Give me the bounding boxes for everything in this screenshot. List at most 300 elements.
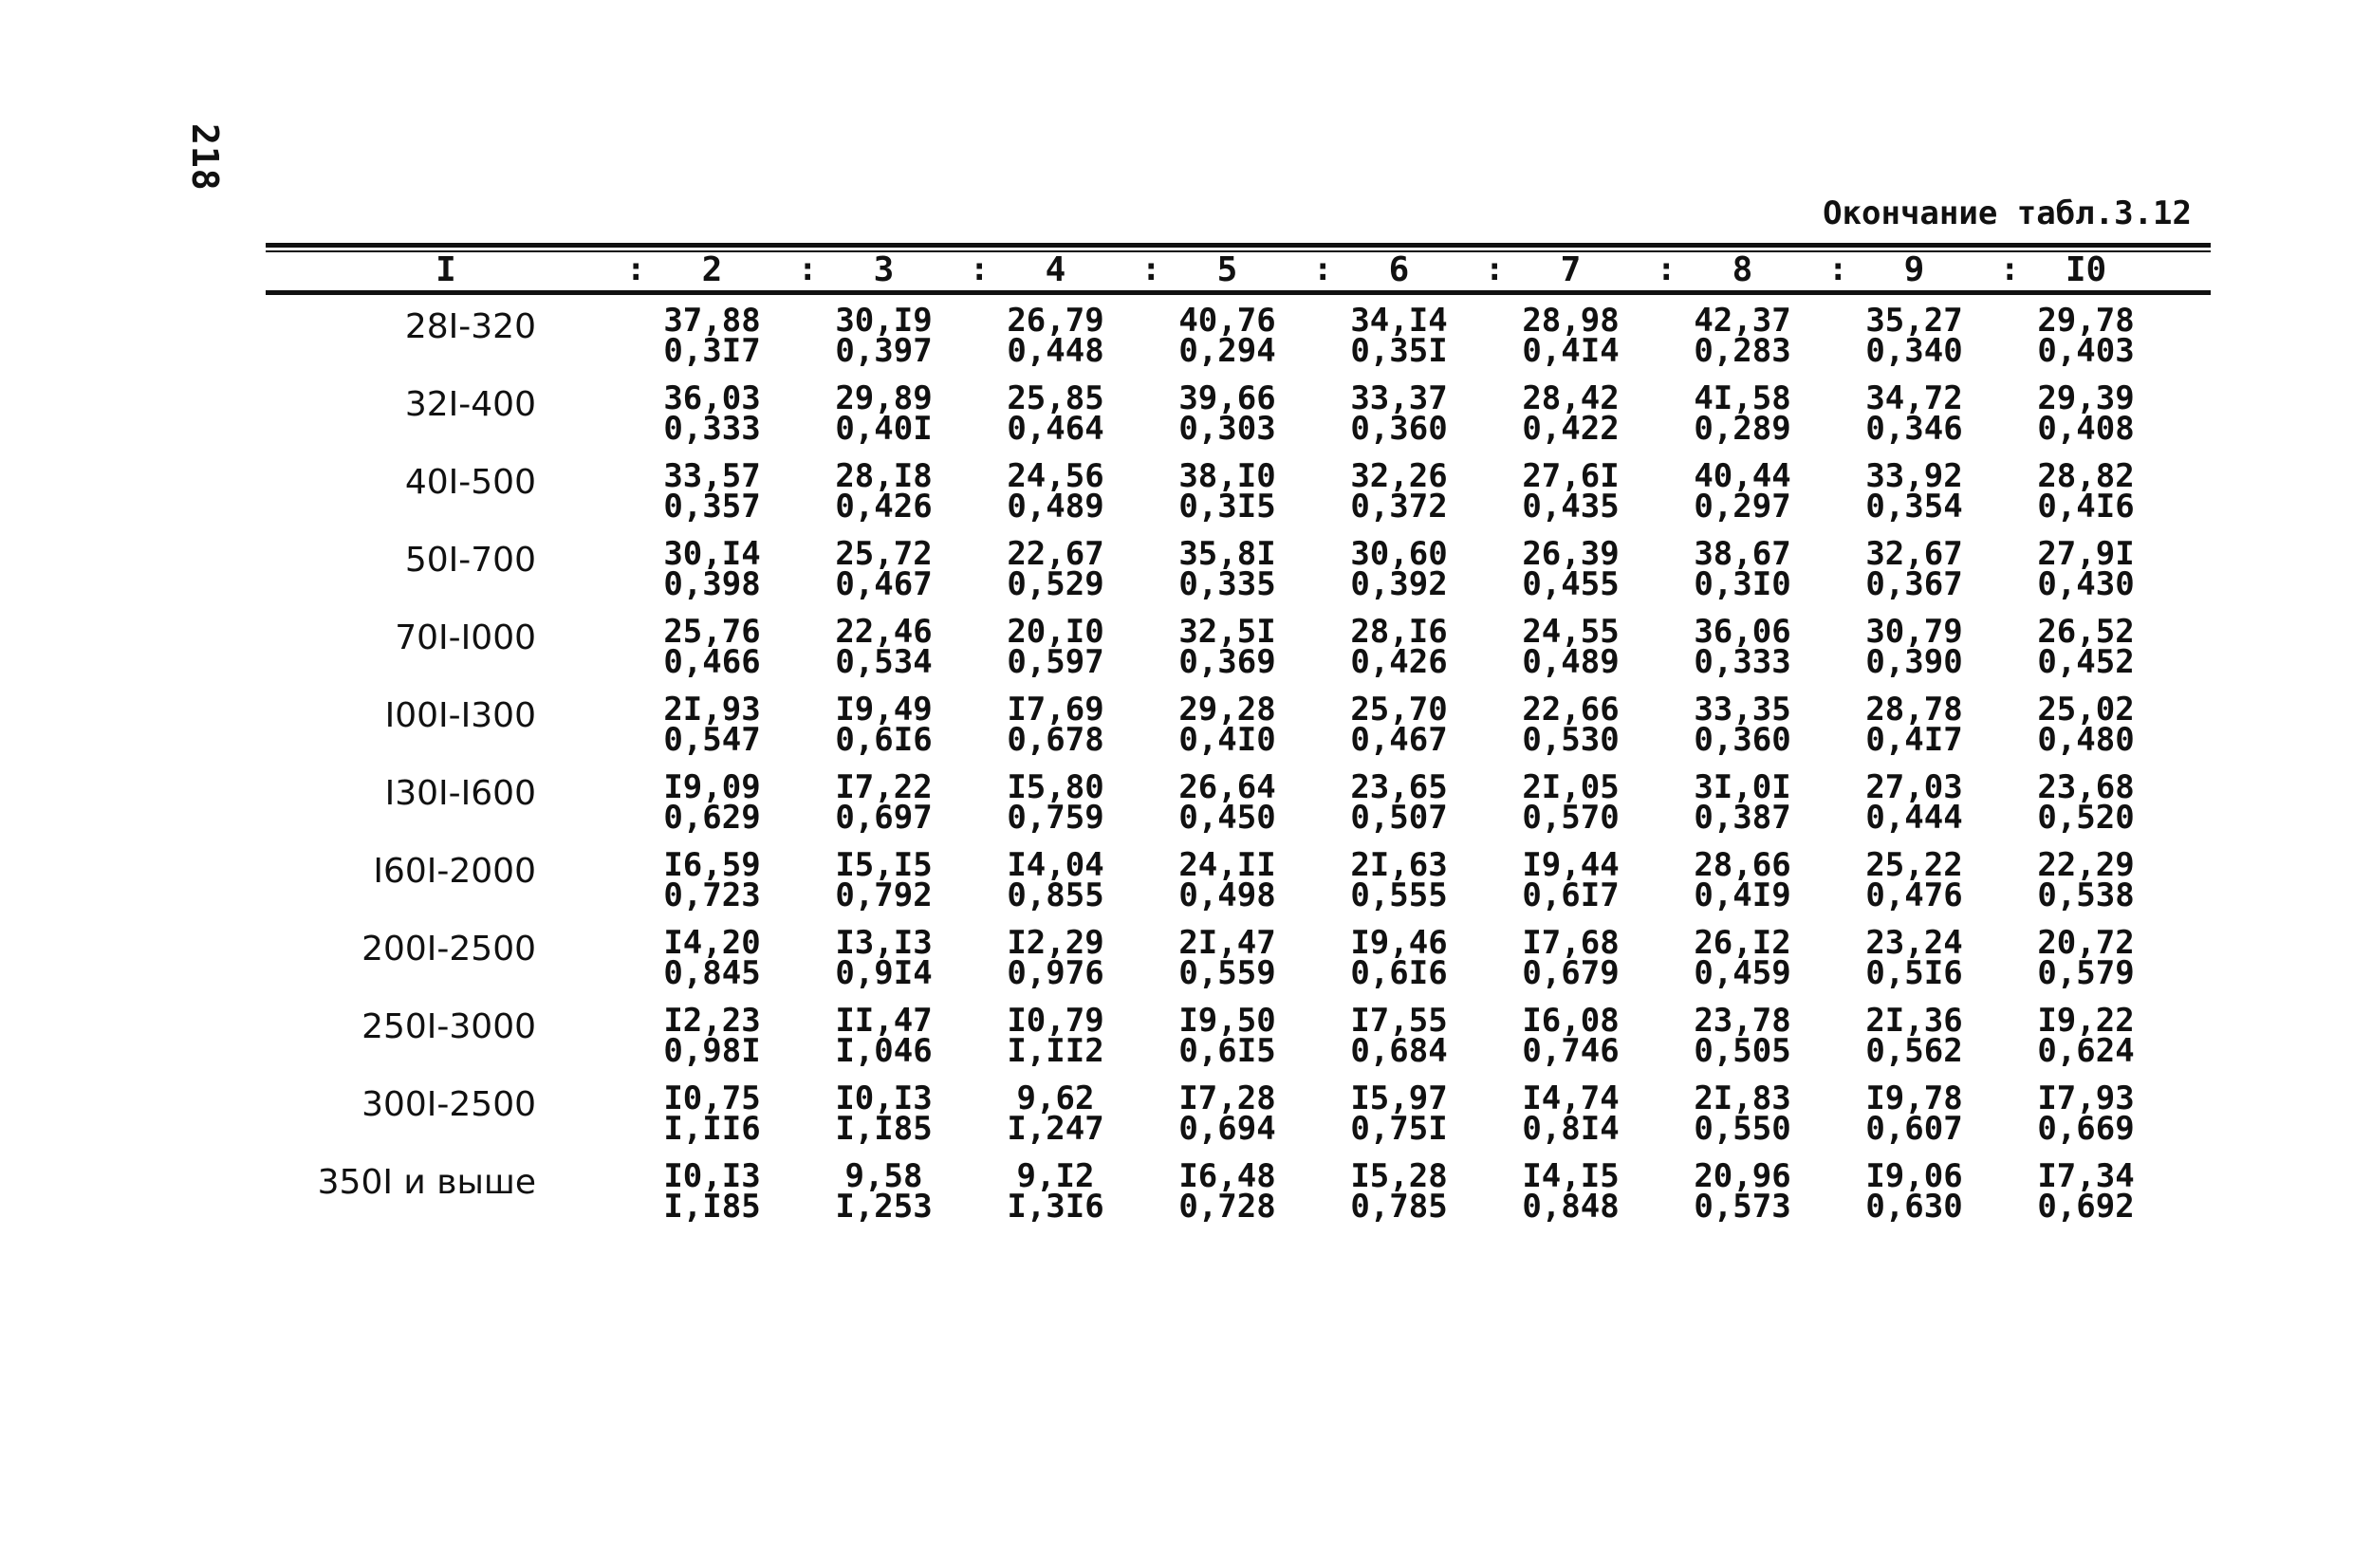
cell-value-bottom: 0,455 — [1522, 565, 1620, 603]
cell-value-bottom: 0,408 — [2037, 410, 2135, 448]
cell-value-top: 33,37 — [1350, 379, 1448, 417]
cell-value-top: I0,I3 — [835, 1079, 933, 1117]
table-cell — [626, 535, 798, 617]
cell-value-bottom: 0,489 — [1522, 643, 1620, 681]
cell-value-bottom: 0,459 — [1694, 954, 1791, 992]
cell-value-top: 22,67 — [1007, 535, 1104, 573]
column-separator: : — [1485, 250, 1505, 288]
table-cell — [1828, 535, 2000, 617]
column-separator: : — [626, 250, 646, 288]
cell-value-bottom: I,II2 — [1007, 1032, 1104, 1070]
cell-value-bottom: 0,538 — [2037, 876, 2135, 914]
cell-value-bottom: 0,498 — [1178, 876, 1276, 914]
cell-value-bottom: 0,387 — [1694, 799, 1791, 837]
table-row — [266, 1079, 2211, 1161]
cell-value-bottom: 0,35I — [1350, 332, 1448, 370]
cell-value-top: 22,46 — [835, 613, 933, 651]
cell-value-bottom: 0,6I6 — [1350, 954, 1448, 992]
table-cell — [626, 924, 798, 1005]
table-cell — [798, 302, 970, 383]
table-cell — [970, 768, 1141, 850]
table-cell — [798, 535, 970, 617]
table-cell — [1485, 691, 1657, 772]
table-cell — [626, 457, 798, 539]
cell-value-top: 35,27 — [1865, 302, 1963, 340]
cell-value-bottom: 0,98I — [663, 1032, 761, 1070]
table-cell — [1485, 1157, 1657, 1239]
cell-value-bottom: 0,367 — [1865, 565, 1963, 603]
table-cell — [626, 691, 798, 772]
cell-value-top: I9,22 — [2037, 1002, 2135, 1040]
cell-value-top: 20,I0 — [1007, 613, 1104, 651]
table-body — [266, 302, 2211, 1239]
cell-value-top: I9,09 — [663, 768, 761, 806]
cell-value-bottom: 0,559 — [1178, 954, 1276, 992]
table-cell — [1657, 302, 1828, 383]
column-header-label: 6 — [1388, 249, 1410, 289]
row-label: I30I-I600 — [384, 774, 536, 813]
table-cell — [970, 302, 1141, 383]
cell-value-bottom: I,II6 — [663, 1110, 761, 1148]
cell-value-top: 26,64 — [1178, 768, 1276, 806]
cell-value-top: I6,08 — [1522, 1002, 1620, 1040]
cell-value-top: 29,39 — [2037, 379, 2135, 417]
cell-value-bottom: 0,340 — [1865, 332, 1963, 370]
table-cell — [1657, 535, 1828, 617]
cell-value-top: 25,76 — [663, 613, 761, 651]
cell-value-bottom: 0,669 — [2037, 1110, 2135, 1148]
cell-value-top: 32,5I — [1178, 613, 1276, 651]
cell-value-bottom: 0,792 — [835, 876, 933, 914]
table-cell — [2000, 302, 2172, 383]
cell-value-top: 28,98 — [1522, 302, 1620, 340]
cell-value-top: 26,39 — [1522, 535, 1620, 573]
cell-value-top: I5,97 — [1350, 1079, 1448, 1117]
cell-value-top: I7,22 — [835, 768, 933, 806]
table-cell — [1485, 768, 1657, 850]
table-cell — [1657, 1079, 1828, 1161]
table-cell — [1313, 535, 1485, 617]
cell-value-top: 25,02 — [2037, 691, 2135, 729]
row-label: 40I-500 — [404, 463, 536, 502]
cell-value-top: 29,28 — [1178, 691, 1276, 729]
cell-value-bottom: 0,848 — [1522, 1188, 1620, 1226]
table-cell — [798, 924, 970, 1005]
table-cell — [626, 1157, 798, 1239]
table-row — [266, 691, 2211, 772]
row-label: 250I-3000 — [361, 1007, 536, 1046]
table-cell — [970, 379, 1141, 461]
cell-value-bottom: 0,335 — [1178, 565, 1276, 603]
table-cell — [1657, 924, 1828, 1005]
table-cell — [2000, 924, 2172, 1005]
cell-value-bottom: 0,728 — [1178, 1188, 1276, 1226]
cell-value-top: I9,44 — [1522, 846, 1620, 884]
cell-value-bottom: 0,529 — [1007, 565, 1104, 603]
table-header — [266, 249, 2211, 290]
table-row — [266, 924, 2211, 1005]
cell-value-top: 29,89 — [835, 379, 933, 417]
cell-value-top: I9,78 — [1865, 1079, 1963, 1117]
cell-value-top: 33,57 — [663, 457, 761, 495]
cell-value-bottom: 0,630 — [1865, 1188, 1963, 1226]
cell-value-top: 38,67 — [1694, 535, 1791, 573]
header-bottom-rule — [266, 290, 2211, 295]
table-row — [266, 1002, 2211, 1083]
table-cell — [1828, 613, 2000, 694]
cell-value-top: I0,I3 — [663, 1157, 761, 1195]
table-cell — [2000, 1157, 2172, 1239]
cell-value-bottom: 0,403 — [2037, 332, 2135, 370]
table-caption: Окончание табл.3.12 — [1823, 194, 2192, 232]
cell-value-top: 26,I2 — [1694, 924, 1791, 962]
cell-value-top: 33,92 — [1865, 457, 1963, 495]
cell-value-top: 32,67 — [1865, 535, 1963, 573]
cell-value-bottom: 0,467 — [1350, 721, 1448, 759]
cell-value-bottom: 0,597 — [1007, 643, 1104, 681]
cell-value-bottom: I,I85 — [835, 1110, 933, 1148]
table-cell — [1485, 302, 1657, 383]
cell-value-bottom: 0,505 — [1694, 1032, 1791, 1070]
table-cell — [1141, 535, 1313, 617]
column-header-5 — [1141, 250, 1313, 289]
cell-value-top: 28,78 — [1865, 691, 1963, 729]
cell-value-top: 20,96 — [1694, 1157, 1791, 1195]
column-header-3 — [798, 250, 970, 289]
row-label: 70I-I000 — [395, 618, 536, 657]
cell-value-bottom: 0,4I0 — [1178, 721, 1276, 759]
table-cell — [2000, 1079, 2172, 1161]
cell-value-top: 23,78 — [1694, 1002, 1791, 1040]
table-cell — [1141, 768, 1313, 850]
cell-value-bottom: 0,976 — [1007, 954, 1104, 992]
cell-value-top: 20,72 — [2037, 924, 2135, 962]
table-cell — [970, 457, 1141, 539]
cell-value-bottom: 0,360 — [1350, 410, 1448, 448]
cell-value-top: 27,6I — [1522, 457, 1620, 495]
cell-value-bottom: 0,6I6 — [835, 721, 933, 759]
column-header-label: 7 — [1560, 249, 1582, 289]
table-cell — [1141, 1002, 1313, 1083]
cell-value-bottom: 0,398 — [663, 565, 761, 603]
cell-value-top: 2I,47 — [1178, 924, 1276, 962]
row-label: 50I-700 — [404, 541, 536, 580]
cell-value-bottom: 0,530 — [1522, 721, 1620, 759]
table-cell — [1657, 613, 1828, 694]
cell-value-bottom: I,247 — [1007, 1110, 1104, 1148]
cell-value-bottom: 0,5I6 — [1865, 954, 1963, 992]
cell-value-top: 22,66 — [1522, 691, 1620, 729]
table-cell — [1485, 1079, 1657, 1161]
cell-value-top: 28,82 — [2037, 457, 2135, 495]
page-number: 218 — [184, 123, 226, 192]
cell-value-bottom: 0,4I7 — [1865, 721, 1963, 759]
table-row — [266, 846, 2211, 928]
cell-value-bottom: 0,684 — [1350, 1032, 1448, 1070]
cell-value-bottom: 0,346 — [1865, 410, 1963, 448]
cell-value-bottom: 0,294 — [1178, 332, 1276, 370]
table-cell — [1828, 1157, 2000, 1239]
cell-value-bottom: 0,422 — [1522, 410, 1620, 448]
cell-value-bottom: 0,4I4 — [1522, 332, 1620, 370]
cell-value-bottom: 0,550 — [1694, 1110, 1791, 1148]
table-cell — [970, 924, 1141, 1005]
cell-value-bottom: 0,357 — [663, 488, 761, 526]
table-cell — [798, 1157, 970, 1239]
cell-value-top: I2,23 — [663, 1002, 761, 1040]
table-cell — [626, 302, 798, 383]
cell-value-top: 2I,93 — [663, 691, 761, 729]
cell-value-top: I9,49 — [835, 691, 933, 729]
cell-value-top: 23,24 — [1865, 924, 1963, 962]
table-cell — [970, 1079, 1141, 1161]
cell-value-top: 26,52 — [2037, 613, 2135, 651]
cell-value-bottom: 0,855 — [1007, 876, 1104, 914]
table-cell — [1828, 379, 2000, 461]
cell-value-top: 38,I0 — [1178, 457, 1276, 495]
column-header-label: 5 — [1216, 249, 1238, 289]
cell-value-bottom: 0,573 — [1694, 1188, 1791, 1226]
cell-value-bottom: 0,3I5 — [1178, 488, 1276, 526]
cell-value-top: I4,04 — [1007, 846, 1104, 884]
table-cell — [798, 1079, 970, 1161]
table-cell — [1657, 691, 1828, 772]
table-cell — [1313, 768, 1485, 850]
cell-value-top: I6,59 — [663, 846, 761, 884]
table-top-rule — [266, 243, 2211, 248]
table-cell — [626, 1079, 798, 1161]
cell-value-top: 25,85 — [1007, 379, 1104, 417]
table-row — [266, 302, 2211, 383]
table-cell — [798, 457, 970, 539]
cell-value-top: 40,44 — [1694, 457, 1791, 495]
table-cell — [1141, 613, 1313, 694]
table-cell — [1828, 457, 2000, 539]
cell-value-bottom: 0,444 — [1865, 799, 1963, 837]
cell-value-bottom: 0,426 — [1350, 643, 1448, 681]
table-cell — [1141, 846, 1313, 928]
table-cell — [1313, 379, 1485, 461]
cell-value-bottom: 0,629 — [663, 799, 761, 837]
table-cell — [2000, 613, 2172, 694]
column-header-label: 2 — [701, 249, 723, 289]
cell-value-bottom: 0,4I9 — [1694, 876, 1791, 914]
cell-value-bottom: 0,520 — [2037, 799, 2135, 837]
cell-value-bottom: 0,547 — [663, 721, 761, 759]
cell-value-bottom: 0,397 — [835, 332, 933, 370]
cell-value-bottom: 0,624 — [2037, 1032, 2135, 1070]
cell-value-bottom: 0,759 — [1007, 799, 1104, 837]
cell-value-bottom: 0,333 — [1694, 643, 1791, 681]
cell-value-top: 25,70 — [1350, 691, 1448, 729]
table-cell — [1141, 379, 1313, 461]
cell-value-top: 28,42 — [1522, 379, 1620, 417]
cell-value-top: 37,88 — [663, 302, 761, 340]
cell-value-bottom: 0,283 — [1694, 332, 1791, 370]
table-cell — [1313, 302, 1485, 383]
table-cell — [1141, 457, 1313, 539]
column-header-2 — [626, 250, 798, 289]
cell-value-bottom: 0,534 — [835, 643, 933, 681]
table-cell — [970, 1157, 1141, 1239]
column-header-9 — [1828, 250, 2000, 289]
column-separator: : — [2000, 250, 2020, 288]
cell-value-top: 32,26 — [1350, 457, 1448, 495]
cell-value-top: 25,72 — [835, 535, 933, 573]
table-cell — [1485, 924, 1657, 1005]
cell-value-top: 9,58 — [844, 1157, 923, 1195]
table-cell — [1141, 691, 1313, 772]
table-cell — [2000, 379, 2172, 461]
table-row — [266, 535, 2211, 617]
table-cell — [626, 379, 798, 461]
table-cell — [1485, 613, 1657, 694]
cell-value-top: 4I,58 — [1694, 379, 1791, 417]
cell-value-top: I5,28 — [1350, 1157, 1448, 1195]
table-cell — [626, 1002, 798, 1083]
table-cell — [1828, 1002, 2000, 1083]
table-cell — [1485, 1002, 1657, 1083]
cell-value-bottom: 0,679 — [1522, 954, 1620, 992]
cell-value-top: 29,78 — [2037, 302, 2135, 340]
column-separator: : — [798, 250, 818, 288]
cell-value-bottom: 0,570 — [1522, 799, 1620, 837]
cell-value-top: I7,93 — [2037, 1079, 2135, 1117]
cell-value-bottom: 0,3I7 — [663, 332, 761, 370]
table-cell — [1141, 1157, 1313, 1239]
cell-value-bottom: 0,476 — [1865, 876, 1963, 914]
column-header-label: 8 — [1732, 249, 1753, 289]
cell-value-bottom: 0,75I — [1350, 1110, 1448, 1148]
table-cell — [1657, 846, 1828, 928]
cell-value-top: I7,34 — [2037, 1157, 2135, 1195]
cell-value-bottom: 0,562 — [1865, 1032, 1963, 1070]
cell-value-top: 36,03 — [663, 379, 761, 417]
table-cell — [1313, 613, 1485, 694]
cell-value-top: 36,06 — [1694, 613, 1791, 651]
cell-value-bottom: 0,466 — [663, 643, 761, 681]
table-cell — [970, 535, 1141, 617]
cell-value-bottom: 0,723 — [663, 876, 761, 914]
cell-value-bottom: 0,678 — [1007, 721, 1104, 759]
cell-value-top: I4,74 — [1522, 1079, 1620, 1117]
table-cell — [1313, 1002, 1485, 1083]
cell-value-bottom: 0,464 — [1007, 410, 1104, 448]
table-cell — [1657, 1157, 1828, 1239]
cell-value-top: 34,I4 — [1350, 302, 1448, 340]
cell-value-top: 25,22 — [1865, 846, 1963, 884]
cell-value-bottom: 0,360 — [1694, 721, 1791, 759]
column-header-label: 4 — [1045, 249, 1066, 289]
cell-value-top: 9,I2 — [1016, 1157, 1095, 1195]
cell-value-bottom: 0,3I0 — [1694, 565, 1791, 603]
table-cell — [2000, 535, 2172, 617]
cell-value-bottom: 0,390 — [1865, 643, 1963, 681]
cell-value-bottom: 0,607 — [1865, 1110, 1963, 1148]
column-separator: : — [1828, 250, 1848, 288]
table-cell — [798, 613, 970, 694]
cell-value-top: 30,I9 — [835, 302, 933, 340]
cell-value-top: 27,9I — [2037, 535, 2135, 573]
cell-value-bottom: 0,333 — [663, 410, 761, 448]
cell-value-bottom: 0,9I4 — [835, 954, 933, 992]
cell-value-bottom: 0,435 — [1522, 488, 1620, 526]
cell-value-bottom: 0,785 — [1350, 1188, 1448, 1226]
cell-value-top: I9,06 — [1865, 1157, 1963, 1195]
column-separator: : — [1313, 250, 1333, 288]
table-cell — [1313, 846, 1485, 928]
table-cell — [798, 1002, 970, 1083]
column-separator: : — [970, 250, 990, 288]
table-cell — [970, 846, 1141, 928]
cell-value-top: 27,03 — [1865, 768, 1963, 806]
cell-value-top: I9,50 — [1178, 1002, 1276, 1040]
table-cell — [798, 691, 970, 772]
cell-value-top: 2I,05 — [1522, 768, 1620, 806]
cell-value-bottom: 0,297 — [1694, 488, 1791, 526]
table-cell — [1657, 457, 1828, 539]
cell-value-top: 2I,83 — [1694, 1079, 1791, 1117]
cell-value-top: 2I,36 — [1865, 1002, 1963, 1040]
column-separator: : — [1141, 250, 1161, 288]
row-label: I60I-2000 — [373, 852, 536, 891]
table-cell — [798, 768, 970, 850]
table-row — [266, 613, 2211, 694]
cell-value-top: II,47 — [835, 1002, 933, 1040]
cell-value-bottom: 0,6I5 — [1178, 1032, 1276, 1070]
column-header-4 — [970, 250, 1141, 289]
table-cell — [2000, 846, 2172, 928]
column-header-8 — [1657, 250, 1828, 289]
cell-value-top: 26,79 — [1007, 302, 1104, 340]
cell-value-top: 30,79 — [1865, 613, 1963, 651]
cell-value-top: I5,80 — [1007, 768, 1104, 806]
table-row — [266, 1157, 2211, 1239]
table-cell — [2000, 1002, 2172, 1083]
column-header-7 — [1485, 250, 1657, 289]
cell-value-top: 9,62 — [1016, 1079, 1095, 1117]
cell-value-bottom: 0,746 — [1522, 1032, 1620, 1070]
cell-value-top: 24,55 — [1522, 613, 1620, 651]
table-cell — [626, 768, 798, 850]
cell-value-top: 35,8I — [1178, 535, 1276, 573]
cell-value-top: I9,46 — [1350, 924, 1448, 962]
column-separator: : — [1657, 250, 1677, 288]
row-label: 200I-2500 — [361, 930, 536, 968]
cell-value-top: I7,68 — [1522, 924, 1620, 962]
row-label: 32I-400 — [404, 385, 536, 424]
column-header-label: 9 — [1903, 249, 1925, 289]
column-header-label: 3 — [873, 249, 895, 289]
cell-value-top: I7,28 — [1178, 1079, 1276, 1117]
cell-value-bottom: 0,845 — [663, 954, 761, 992]
cell-value-bottom: 0,489 — [1007, 488, 1104, 526]
column-header-1 — [266, 250, 626, 289]
cell-value-top: 30,I4 — [663, 535, 761, 573]
cell-value-top: 28,I8 — [835, 457, 933, 495]
cell-value-bottom: 0,303 — [1178, 410, 1276, 448]
cell-value-bottom: 0,372 — [1350, 488, 1448, 526]
cell-value-top: 2I,63 — [1350, 846, 1448, 884]
table-cell — [1657, 1002, 1828, 1083]
cell-value-bottom: 0,697 — [835, 799, 933, 837]
table-cell — [1485, 846, 1657, 928]
cell-value-bottom: 0,40I — [835, 410, 933, 448]
cell-value-top: I0,79 — [1007, 1002, 1104, 1040]
table-row — [266, 457, 2211, 539]
table-cell — [1485, 457, 1657, 539]
cell-value-bottom: 0,694 — [1178, 1110, 1276, 1148]
